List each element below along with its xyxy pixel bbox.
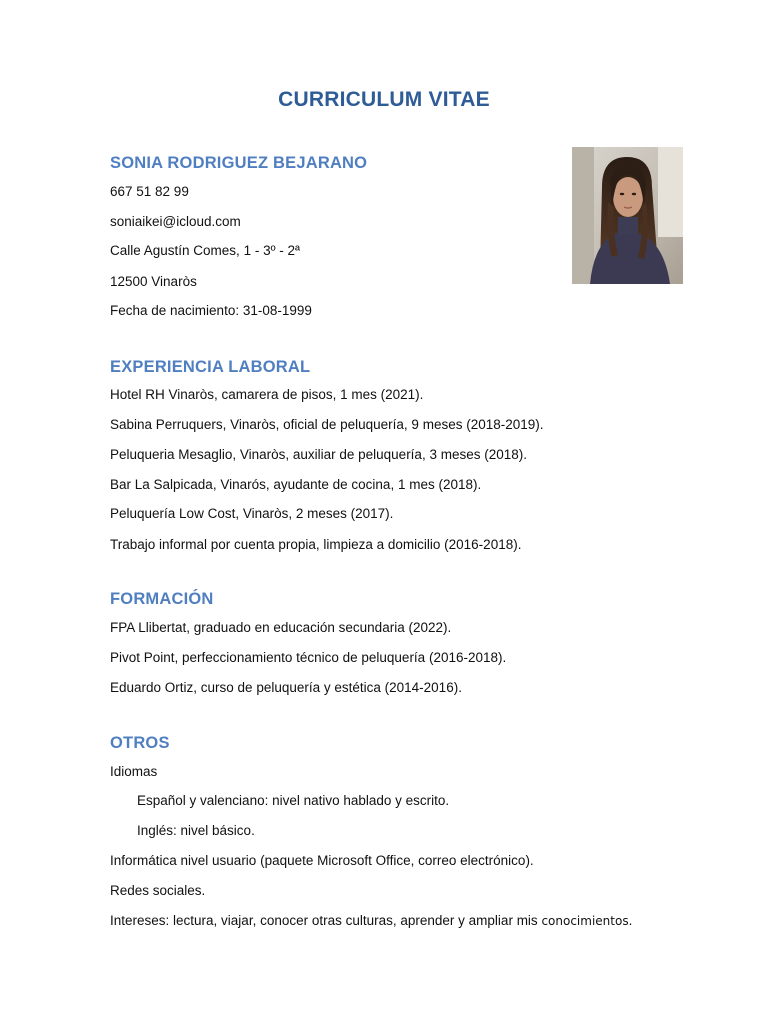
experience-item: Peluqueria Mesaglio, Vinaròs, auxiliar de peluquería, 3 meses (2018). xyxy=(110,447,527,462)
education-heading: FORMACIÓN xyxy=(110,590,214,608)
education-item: FPA Llibertat, graduado en educación secundaria (2022). xyxy=(110,620,452,635)
languages-label: Idiomas xyxy=(110,764,158,779)
birth-date: Fecha de nacimiento: 31-08-1999 xyxy=(110,303,312,318)
computing-skills: Informática nivel usuario (paquete Microsoft Office, correo electrónico). xyxy=(110,853,534,868)
email-address: soniaikei@icloud.com xyxy=(110,214,241,229)
experience-heading: EXPERIENCIA LABORAL xyxy=(110,358,311,376)
language-item: Español y valenciano: nivel nativo hablado y escrito. xyxy=(137,793,450,808)
other-heading: OTROS xyxy=(110,734,170,752)
candidate-name: SONIA RODRIGUEZ BEJARANO xyxy=(110,154,368,172)
interests-end: . xyxy=(628,913,633,928)
interests-tail: conocimientos xyxy=(541,914,629,928)
street-address: Calle Agustín Comes, 1 - 3º - 2ª xyxy=(110,243,301,258)
social-media: Redes sociales. xyxy=(110,883,206,898)
interests-text: Intereses: lectura, viajar, conocer otras culturas, aprender y ampliar mis xyxy=(110,913,542,928)
interests xyxy=(110,913,632,928)
profile-photo xyxy=(572,147,683,284)
experience-item: Hotel RH Vinaròs, camarera de pisos, 1 mes (2021). xyxy=(110,387,424,402)
city-postcode: 12500 Vinaròs xyxy=(110,274,197,289)
experience-item: Bar La Salpicada, Vinarós, ayudante de cocina, 1 mes (2018). xyxy=(110,477,482,492)
document-title: CURRICULUM VITAE xyxy=(278,88,490,111)
experience-item: Trabajo informal por cuenta propia, limpieza a domicilio (2016-2018). xyxy=(110,537,522,552)
education-item: Eduardo Ortiz, curso de peluquería y estética (2014-2016). xyxy=(110,680,462,695)
experience-item: Peluquería Low Cost, Vinaròs, 2 meses (2017). xyxy=(110,506,394,521)
phone-number: 667 51 82 99 xyxy=(110,184,189,199)
education-item: Pivot Point, perfeccionamiento técnico de peluquería (2016-2018). xyxy=(110,650,507,665)
experience-item: Sabina Perruquers, Vinaròs, oficial de peluquería, 9 meses (2018-2019). xyxy=(110,417,544,432)
language-item: Inglés: nivel básico. xyxy=(137,823,255,838)
